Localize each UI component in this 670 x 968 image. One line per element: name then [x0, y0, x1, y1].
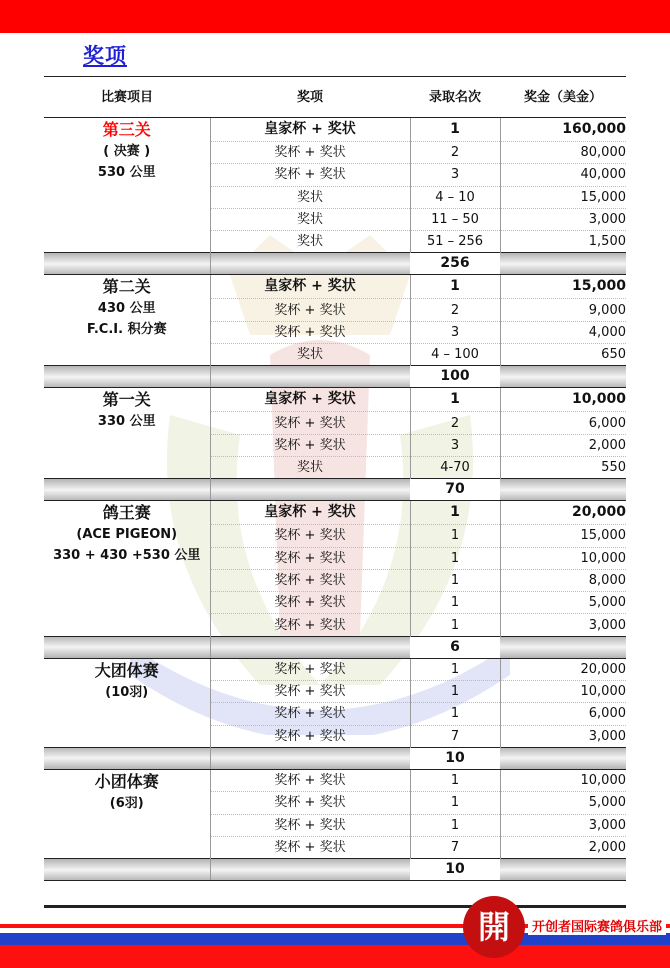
- rank-cell: 3: [410, 434, 500, 456]
- prize-cell: 5,000: [500, 792, 626, 814]
- total-spacer: [44, 636, 210, 658]
- award-cell: 奖杯 + 奖状: [210, 703, 410, 725]
- prize-cell: 3,000: [500, 814, 626, 836]
- award-cell: 奖杯 + 奖状: [210, 569, 410, 591]
- award-cell: 奖状: [210, 231, 410, 253]
- prize-cell: 3,000: [500, 208, 626, 230]
- total-spacer: [500, 479, 626, 501]
- prize-table: [44, 76, 626, 881]
- rank-cell: 1: [410, 681, 500, 703]
- prize-table-body: [44, 118, 626, 881]
- rank-cell: 1: [410, 814, 500, 836]
- group-total-row: [44, 366, 626, 388]
- prize-cell: 10,000: [500, 547, 626, 569]
- award-cell: 奖杯 + 奖状: [210, 434, 410, 456]
- rank-cell: 11 – 50: [410, 208, 500, 230]
- group-total-row: [44, 636, 626, 658]
- prize-cell: 6,000: [500, 412, 626, 434]
- total-spacer: [44, 747, 210, 769]
- award-cell: 奖杯 + 奖状: [210, 547, 410, 569]
- prize-cell: 1,500: [500, 231, 626, 253]
- category-cell: [44, 388, 210, 479]
- rank-cell: 7: [410, 725, 500, 747]
- rank-cell: 2: [410, 299, 500, 321]
- club-name: 开创者国际赛鸽俱乐部: [528, 916, 666, 935]
- category-cell: [44, 769, 210, 858]
- rank-cell: 1: [410, 525, 500, 547]
- rank-cell: 4 – 10: [410, 186, 500, 208]
- group-total-row: [44, 253, 626, 275]
- award-cell: 奖杯 + 奖状: [210, 836, 410, 858]
- award-cell: 奖状: [210, 456, 410, 478]
- prize-cell: 2,000: [500, 836, 626, 858]
- category-subtitle: 330 公里: [97, 414, 156, 430]
- category-subtitle: (ACE PIGEON): [76, 527, 178, 543]
- award-cell: 奖杯 + 奖状: [210, 142, 410, 164]
- total-spacer: [500, 859, 626, 881]
- award-cell: 奖杯 + 奖状: [210, 792, 410, 814]
- prize-cell: 20,000: [500, 501, 626, 525]
- total-spacer: [44, 366, 210, 388]
- total-spacer: [500, 747, 626, 769]
- table-header-row: [44, 77, 626, 118]
- rank-cell: 1: [410, 703, 500, 725]
- award-cell: 皇家杯 + 奖状: [210, 501, 410, 525]
- rank-cell: 1: [410, 658, 500, 680]
- header-category: 比赛项目: [44, 77, 210, 118]
- award-cell: 奖杯 + 奖状: [210, 412, 410, 434]
- category-title: 小团体赛: [94, 771, 159, 791]
- total-spacer: [500, 253, 626, 275]
- award-cell: 奖杯 + 奖状: [210, 525, 410, 547]
- category-cell: [44, 501, 210, 636]
- prize-cell: 15,000: [500, 525, 626, 547]
- prize-cell: 15,000: [500, 186, 626, 208]
- award-cell: 奖杯 + 奖状: [210, 814, 410, 836]
- prize-cell: 2,000: [500, 434, 626, 456]
- total-spacer: [44, 253, 210, 275]
- rank-cell: 1: [410, 792, 500, 814]
- prize-cell: 8,000: [500, 569, 626, 591]
- prize-cell: 550: [500, 456, 626, 478]
- group-total-count: 10: [410, 859, 500, 881]
- award-cell: 奖状: [210, 344, 410, 366]
- award-cell: 奖杯 + 奖状: [210, 681, 410, 703]
- rank-cell: 4-70: [410, 456, 500, 478]
- table-row: [44, 388, 626, 412]
- rank-cell: 51 – 256: [410, 231, 500, 253]
- category-subtitle: ( 决赛 ): [103, 144, 151, 159]
- page-title: 奖项: [83, 44, 127, 68]
- header-prize: 奖金（美金）: [500, 77, 626, 118]
- table-bottom-rule: [44, 905, 626, 908]
- award-cell: 皇家杯 + 奖状: [210, 388, 410, 412]
- table-row: [44, 658, 626, 680]
- total-spacer: [210, 747, 410, 769]
- total-spacer: [500, 366, 626, 388]
- prize-cell: 3,000: [500, 614, 626, 636]
- category-subtitle: (10羽): [105, 684, 149, 700]
- category-cell: [44, 658, 210, 747]
- category-subtitle: (6羽): [109, 795, 144, 811]
- rank-cell: 1: [410, 501, 500, 525]
- rank-cell: 1: [410, 388, 500, 412]
- category-subtitle: 330 + 430 +530 公里: [53, 548, 201, 564]
- prize-cell: 10,000: [500, 769, 626, 791]
- prize-cell: 20,000: [500, 658, 626, 680]
- total-spacer: [210, 253, 410, 275]
- award-cell: 奖杯 + 奖状: [210, 725, 410, 747]
- total-spacer: [500, 636, 626, 658]
- award-cell: 奖杯 + 奖状: [210, 769, 410, 791]
- award-cell: 奖杯 + 奖状: [210, 592, 410, 614]
- category-title: 第一关: [102, 390, 151, 410]
- total-spacer: [210, 366, 410, 388]
- total-spacer: [44, 859, 210, 881]
- total-spacer: [210, 636, 410, 658]
- table-row: [44, 769, 626, 791]
- rank-cell: 1: [410, 275, 500, 299]
- prize-cell: 3,000: [500, 725, 626, 747]
- category-subtitle: 530 公里: [97, 165, 156, 180]
- table-row: [44, 118, 626, 142]
- category-title: 鸽王赛: [102, 503, 151, 523]
- header-rank: 录取名次: [410, 77, 500, 118]
- rank-cell: 1: [410, 592, 500, 614]
- group-total-count: 256: [410, 253, 500, 275]
- total-spacer: [44, 479, 210, 501]
- rank-cell: 1: [410, 769, 500, 791]
- group-total-row: [44, 859, 626, 881]
- table-row: [44, 501, 626, 525]
- prize-cell: 80,000: [500, 142, 626, 164]
- category-cell: [44, 118, 210, 253]
- award-cell: 奖状: [210, 186, 410, 208]
- club-logo-icon: 開: [463, 896, 525, 958]
- award-cell: 皇家杯 + 奖状: [210, 118, 410, 142]
- group-total-count: 100: [410, 366, 500, 388]
- rank-cell: 1: [410, 614, 500, 636]
- total-spacer: [210, 479, 410, 501]
- category-title: 第二关: [102, 277, 151, 297]
- prize-cell: 160,000: [500, 118, 626, 142]
- category-title: 大团体赛: [94, 660, 159, 680]
- table-row: [44, 275, 626, 299]
- category-title: 第三关: [102, 120, 151, 139]
- rank-cell: 1: [410, 547, 500, 569]
- category-subtitle: F.C.I. 积分赛: [86, 322, 167, 338]
- group-total-count: 6: [410, 636, 500, 658]
- award-cell: 奖状: [210, 208, 410, 230]
- prize-cell: 10,000: [500, 388, 626, 412]
- rank-cell: 4 – 100: [410, 344, 500, 366]
- prize-cell: 10,000: [500, 681, 626, 703]
- prize-cell: 4,000: [500, 321, 626, 343]
- total-spacer: [210, 859, 410, 881]
- prize-cell: 40,000: [500, 164, 626, 186]
- award-cell: 奖杯 + 奖状: [210, 164, 410, 186]
- group-total-row: [44, 747, 626, 769]
- group-total-count: 70: [410, 479, 500, 501]
- prize-cell: 15,000: [500, 275, 626, 299]
- award-cell: 奖杯 + 奖状: [210, 321, 410, 343]
- rank-cell: 1: [410, 118, 500, 142]
- group-total-count: 10: [410, 747, 500, 769]
- footer-red-band: [0, 945, 670, 968]
- prize-cell: 6,000: [500, 703, 626, 725]
- award-cell: 奖杯 + 奖状: [210, 614, 410, 636]
- category-cell: [44, 275, 210, 366]
- top-red-bar: [0, 0, 670, 33]
- award-cell: 奖杯 + 奖状: [210, 299, 410, 321]
- category-subtitle: 430 公里: [97, 301, 156, 317]
- rank-cell: 7: [410, 836, 500, 858]
- rank-cell: 2: [410, 412, 500, 434]
- award-cell: 奖杯 + 奖状: [210, 658, 410, 680]
- prize-cell: 650: [500, 344, 626, 366]
- rank-cell: 3: [410, 321, 500, 343]
- prize-cell: 9,000: [500, 299, 626, 321]
- prize-cell: 5,000: [500, 592, 626, 614]
- rank-cell: 2: [410, 142, 500, 164]
- rank-cell: 3: [410, 164, 500, 186]
- group-total-row: [44, 479, 626, 501]
- award-cell: 皇家杯 + 奖状: [210, 275, 410, 299]
- header-award: 奖项: [210, 77, 410, 118]
- rank-cell: 1: [410, 569, 500, 591]
